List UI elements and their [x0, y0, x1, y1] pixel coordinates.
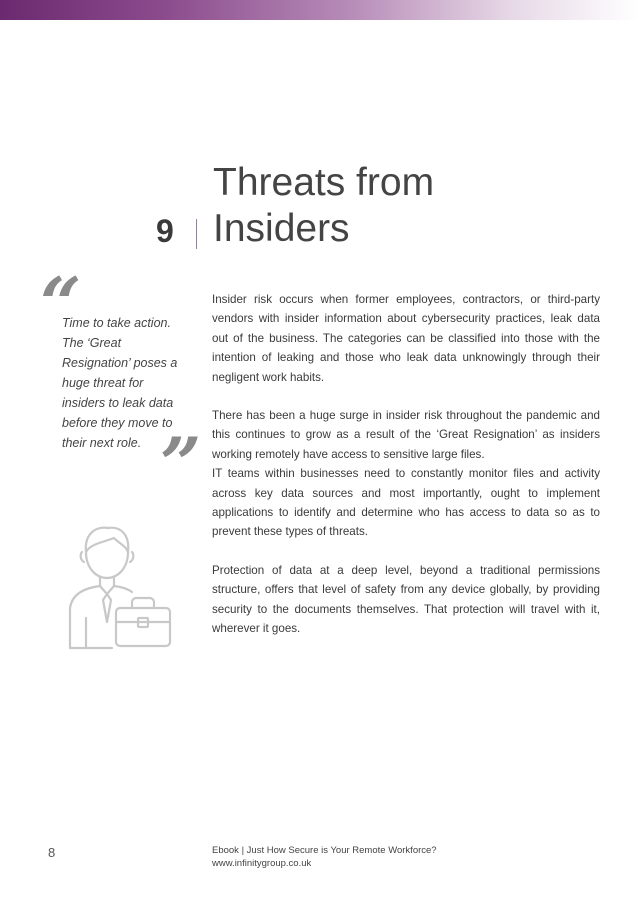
body-paragraph-2: There has been a huge surge in insider risk throughout the pandemic and this continues to grow as a result of the ‘Great Resignation’ as insiders working remotely have access to sensitive large files.	[212, 409, 600, 461]
header-gradient-bar	[0, 0, 638, 20]
footer-website-link[interactable]: www.infinitygroup.co.uk	[212, 858, 312, 869]
body-paragraph-3: IT teams within businesses need to constantly monitor files and activity across key data sources and most importantly, ought to implement applications to identify and determine who has access to data so as to prevent these types of threats.	[212, 467, 600, 539]
open-quote-mark: “	[40, 261, 82, 346]
page-number: 8	[48, 845, 56, 860]
footer-ebook-title: Ebook | Just How Secure is Your Remote Workforce?	[212, 845, 437, 856]
close-quote-mark: ”	[160, 421, 202, 506]
footer	[212, 844, 437, 870]
section-divider	[196, 219, 197, 249]
employee-with-briefcase-icon	[64, 522, 174, 650]
body-text	[212, 290, 600, 639]
title-line-1: Threats from	[213, 161, 435, 204]
pull-quote-text: Time to take action. The ‘Great Resignation’ poses a huge threat for insiders to leak data before they move to their next role.	[62, 316, 178, 450]
body-paragraph-4: Protection of data at a deep level, beyond a traditional permissions structure, offers that level of safety from any device globally, by providing security to the documents themselves. That protection will travel with it, wherever it goes.	[212, 563, 600, 636]
title-line-2: Insiders	[213, 207, 350, 250]
page-title	[213, 160, 613, 252]
section-number: 9	[156, 213, 174, 249]
body-paragraph-1: Insider risk occurs when former employees, contractors, or third-party vendors with insider information about cybersecurity practices, leak data out of the business. The categories can be classified into those with the intention of leaking and those who leak data unknowingly through their negligent work habits.	[212, 293, 600, 384]
